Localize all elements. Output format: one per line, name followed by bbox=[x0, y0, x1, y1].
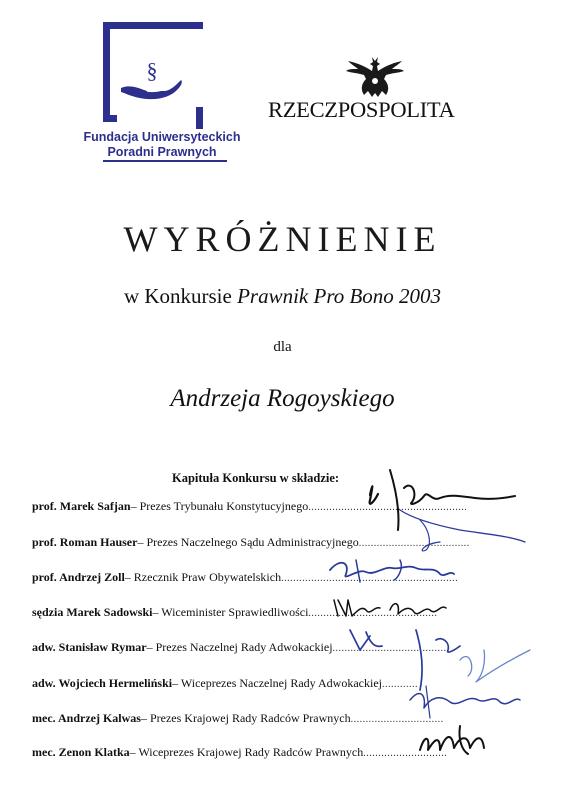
foundation-name bbox=[67, 130, 257, 160]
member-name: adw. Stanisław Rymar bbox=[32, 640, 147, 654]
member-role: – Prezes Naczelnej Rady Adwokackiej bbox=[146, 640, 333, 654]
foundation-name-line2: Poradni Prawnych bbox=[107, 145, 217, 159]
member-name: sędzia Marek Sadowski bbox=[32, 605, 153, 619]
signature-line: ............ bbox=[381, 679, 418, 690]
eagle-icon bbox=[344, 55, 406, 99]
certificate-subtitle bbox=[0, 284, 565, 309]
recipient-name: Andrzeja Rogoyskiego bbox=[170, 385, 395, 412]
logo-frame-corner bbox=[103, 115, 117, 122]
member-name: prof. Marek Safjan bbox=[32, 499, 131, 513]
committee-member bbox=[32, 535, 470, 550]
signature-line: ........................................... bbox=[308, 608, 438, 619]
contest-name: Prawnik Pro Bono 2003 bbox=[237, 284, 442, 308]
foundation-name-line1: Fundacja Uniwersyteckich bbox=[83, 130, 241, 144]
foundation-logo bbox=[83, 22, 241, 167]
subtitle-prefix: w Konkursie bbox=[123, 284, 238, 308]
committee-member bbox=[32, 676, 418, 691]
paragraph-symbol: § bbox=[146, 58, 158, 83]
member-name: prof. Andrzej Zoll bbox=[32, 570, 125, 584]
signature-line: ............................ bbox=[363, 748, 448, 759]
signature-line: ........................................................... bbox=[281, 573, 459, 584]
signature-line: ............................... bbox=[350, 714, 444, 725]
member-role: – Wiceminister Sprawiedliwości bbox=[152, 605, 309, 619]
member-role: – Rzecznik Praw Obywatelskich bbox=[124, 570, 282, 584]
committee-member bbox=[32, 570, 458, 585]
hand-paragraph-icon bbox=[119, 58, 185, 102]
committee-header: Kapituła Konkursu w składzie: bbox=[172, 471, 340, 485]
committee-member bbox=[32, 605, 437, 620]
member-name: prof. Roman Hauser bbox=[32, 535, 138, 549]
foundation-underline bbox=[103, 160, 227, 162]
newspaper-name: RZECZPOSPOLITA bbox=[268, 97, 455, 122]
member-name: mec. Andrzej Kalwas bbox=[32, 711, 141, 725]
member-role: – Prezes Trybunału Konstytucyjnego bbox=[130, 499, 309, 513]
member-role: – Wiceprezes Krajowej Rady Radców Prawnych bbox=[129, 745, 364, 759]
committee-member bbox=[32, 711, 444, 726]
member-role: – Prezes Krajowej Rady Radców Prawnych bbox=[140, 711, 351, 725]
member-name: adw. Wojciech Hermeliński bbox=[32, 676, 173, 690]
signature-line: ..................................... bbox=[358, 538, 470, 549]
signature-line: ..................................................... bbox=[308, 502, 468, 513]
committee-member bbox=[32, 499, 467, 514]
member-role: – Wiceprezes Naczelnej Rady Adwokackiej bbox=[172, 676, 382, 690]
certificate-title: WYRÓŻNIENIE bbox=[123, 219, 442, 259]
member-role: – Prezes Naczelnego Sądu Administracyjnego bbox=[137, 535, 359, 549]
committee-member bbox=[32, 745, 447, 760]
for-word: dla bbox=[273, 339, 292, 355]
committee-member bbox=[32, 640, 447, 655]
signature-line: ...................................... bbox=[332, 643, 447, 654]
member-name: mec. Zenon Klatka bbox=[32, 745, 130, 759]
